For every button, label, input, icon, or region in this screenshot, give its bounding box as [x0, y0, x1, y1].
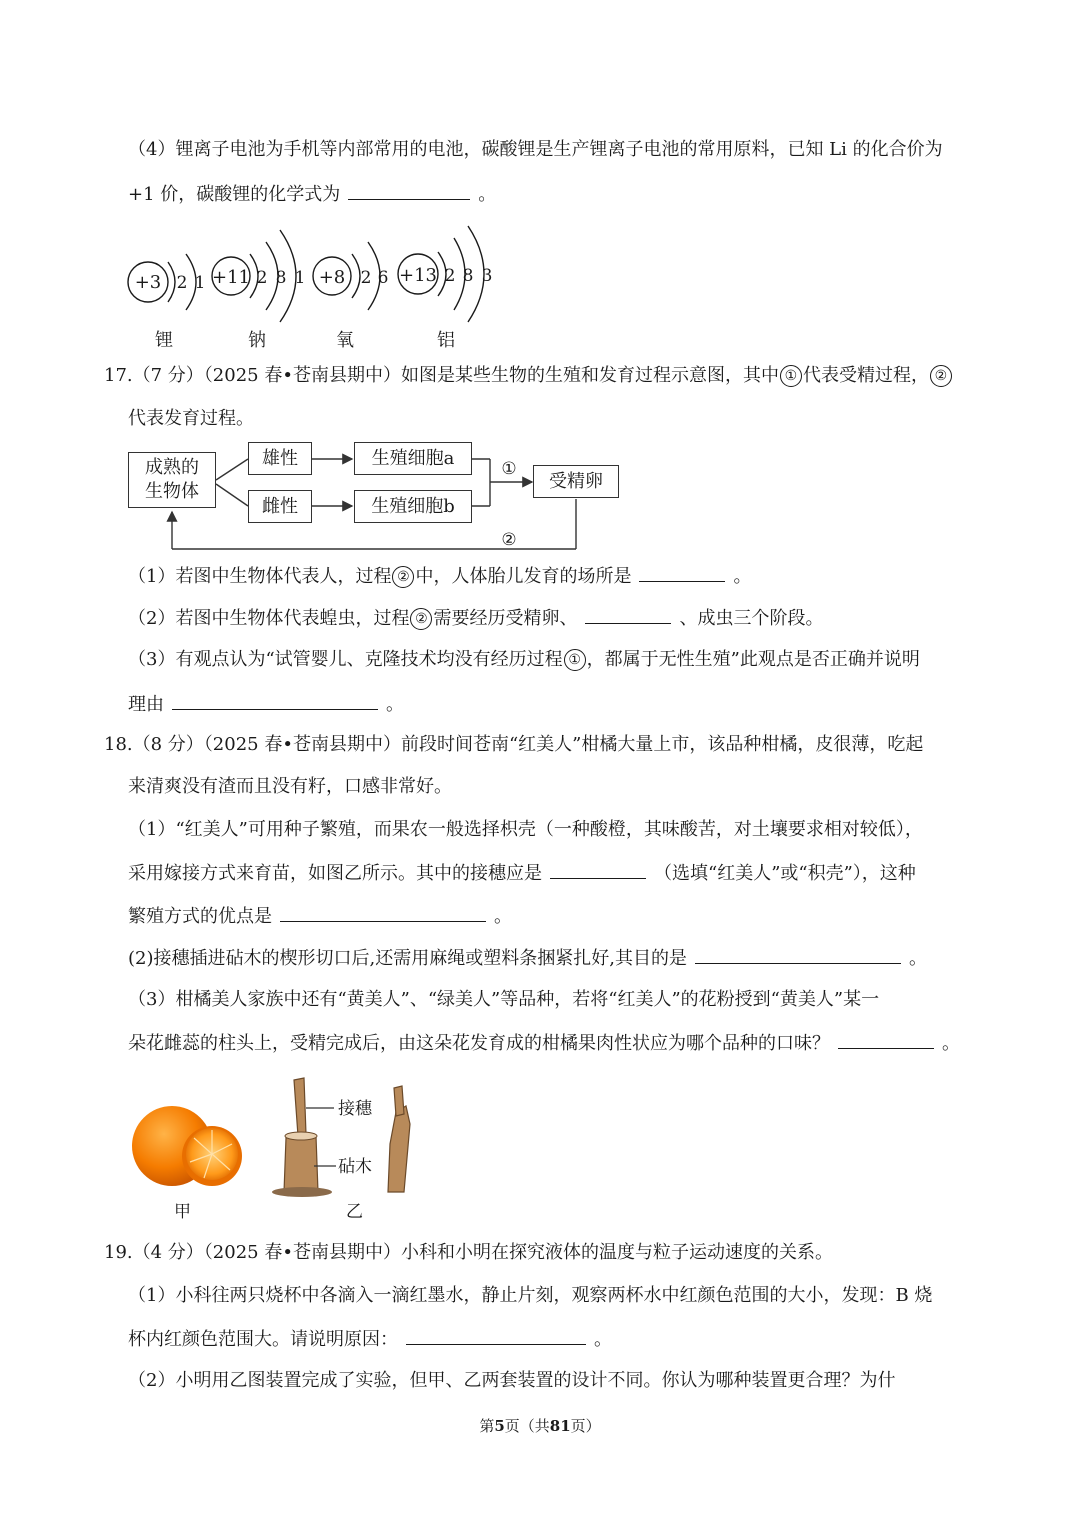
q18-heading-line2: 来清爽没有渣而且没有籽，口感非常好。	[128, 776, 452, 797]
circled-two: ②	[930, 365, 952, 387]
q17-sub3-reason-label: 理由	[128, 694, 164, 715]
shell-lithium-1: 2	[176, 273, 188, 293]
q17-sub3-end: 。	[386, 694, 404, 715]
q17-sub2-end: 、成虫三个阶段。	[679, 608, 824, 629]
shell-sodium-1: 2	[256, 268, 268, 288]
circled-one: ①	[780, 365, 802, 387]
q18-sub3-line1: （3）柑橘美人家族中还有“黄美人”、“绿美人”等品种，若将“红美人”的花粉授到“黄美人”某一	[128, 989, 880, 1010]
box-zygote: 受精卵	[533, 465, 619, 498]
q17-sub2	[128, 605, 823, 631]
q19-heading: 19.（4 分）（2025 春•苍南县期中）小科和小明在探究液体的温度与粒子运动速度的关系。	[104, 1242, 833, 1263]
q17-sub2-text: （2）若图中生物体代表蝗虫，过程	[128, 608, 410, 629]
answer-blank-q17-1[interactable]	[639, 563, 725, 582]
q17-sub3-line2	[128, 691, 404, 717]
circled-two: ②	[392, 566, 414, 588]
q16-part4-end: 。	[478, 184, 497, 205]
answer-blank-q18-3[interactable]	[838, 1030, 934, 1049]
q19-sub1-line1: （1）小科往两只烧杯中各滴入一滴红墨水，静止片刻，观察两杯水中红颜色范围的大小，发现：B 烧	[128, 1285, 933, 1306]
q18-sub3-line2	[128, 1030, 960, 1056]
answer-blank-q18-1b[interactable]	[280, 903, 486, 922]
circled-one: ①	[564, 649, 586, 671]
page-number: 5	[494, 1417, 505, 1435]
q17-sub1	[128, 563, 751, 589]
q17-heading-text: 17.（7 分）（2025 春•苍南县期中）如图是某些生物的生殖和发育过程示意图，其中	[104, 365, 779, 386]
box-male: 雄性	[248, 442, 312, 475]
nucleus-lithium: +3	[134, 272, 162, 293]
box-germ-cell-a: 生殖细胞a	[354, 442, 472, 475]
shell-sodium-3: 1	[294, 268, 306, 288]
q17-sub1-text2: 中，人体胎儿发育的场所是	[415, 566, 632, 587]
q18-sub1-end: 。	[494, 906, 512, 927]
q18-figure-orange	[126, 1100, 248, 1192]
shell-aluminium-2: 8	[462, 266, 474, 286]
atom-name-lithium: 锂	[155, 330, 173, 351]
shell-oxygen-2: 6	[377, 268, 389, 288]
box-germ-cell-b: 生殖细胞b	[354, 490, 472, 523]
q17-sub2-text2: 需要经历受精卵、	[433, 608, 578, 629]
q18-heading-line1: 18.（8 分）（2025 春•苍南县期中）前段时间苍南“红美人”柑橘大量上市，该品种柑橘，皮很薄，吃起	[104, 734, 924, 755]
q18-sub2-text: (2)接穗插进砧木的楔形切口后,还需用麻绳或塑料条捆紧扎好,其目的是	[128, 948, 687, 969]
q19-sub1-text: 杯内红颜色范围大。请说明原因：	[128, 1329, 398, 1350]
step-development-label: ②	[501, 530, 517, 550]
q18-sub1-line1: （1）“红美人”可用种子繁殖，而果农一般选择枳壳（一种酸橙，其味酸苦，对土壤要求相对较低），	[128, 819, 923, 840]
figure-label-jia: 甲	[174, 1202, 191, 1222]
q17-heading-line2: 代表发育过程。	[128, 408, 254, 429]
q16-part4-line2	[128, 181, 496, 207]
nucleus-aluminium: +13	[399, 265, 437, 286]
step-fertilization-label: ①	[501, 459, 517, 479]
shell-lithium-2: 1	[194, 273, 206, 293]
box-mature-organism: 成熟的生物体	[128, 452, 216, 508]
q19-sub2-line1: （2）小明用乙图装置完成了实验，但甲、乙两套装置的设计不同。你认为哪种装置更合理？为什	[128, 1370, 896, 1391]
q16-part4-text: +1 价，碳酸锂的化学式为	[128, 184, 341, 205]
answer-blank-q18-2[interactable]	[695, 945, 901, 964]
shell-aluminium-1: 2	[444, 266, 456, 286]
page-footer	[0, 1415, 1080, 1436]
atom-name-aluminium: 铝	[437, 330, 455, 351]
q18-sub1-line3	[128, 903, 512, 929]
q18-sub3-end: 。	[942, 1033, 960, 1054]
atom-structure-diagrams	[120, 218, 510, 330]
atom-name-sodium: 钠	[248, 330, 266, 351]
q17-sub3-text2: ，都属于无性生殖”此观点是否正确并说明	[586, 649, 920, 670]
answer-blank-q18-1a[interactable]	[550, 860, 646, 879]
total-pages: 81	[549, 1417, 571, 1435]
q19-sub1-line2	[128, 1326, 612, 1352]
q18-sub1-advantage-label: 繁殖方式的优点是	[128, 906, 272, 927]
nucleus-sodium: +11	[212, 267, 250, 288]
q16-part4-line1: （4）锂离子电池为手机等内部常用的电池，碳酸锂是生产锂离子电池的常用原料，已知 Li 的化合价为	[128, 139, 943, 160]
q18-sub1-text: 采用嫁接方式来育苗，如图乙所示。其中的接穗应是	[128, 863, 542, 884]
shell-aluminium-3: 3	[481, 266, 493, 286]
footer-prefix: 第	[479, 1417, 495, 1435]
q17-sub3-text: （3）有观点认为“试管婴儿、克隆技术均没有经历过程	[128, 649, 563, 670]
answer-blank-q17-3[interactable]	[172, 691, 378, 710]
q18-figure-grafting	[264, 1074, 424, 1202]
circled-two: ②	[410, 608, 432, 630]
answer-blank-formula[interactable]	[348, 181, 470, 200]
box-female: 雌性	[248, 490, 312, 523]
footer-middle: 页（共	[504, 1417, 550, 1435]
q18-sub2	[128, 945, 927, 971]
answer-blank-q19-1[interactable]	[406, 1326, 586, 1345]
q17-heading-line1	[104, 364, 953, 388]
answer-blank-q17-2[interactable]	[585, 605, 671, 624]
q17-sub3	[128, 648, 920, 672]
shell-oxygen-1: 2	[360, 268, 372, 288]
q18-sub1-line2	[128, 860, 916, 886]
q17-sub1-end: 。	[733, 566, 752, 587]
footer-suffix: 页）	[570, 1417, 601, 1435]
q18-sub1-text2: （选填“红美人”或“积壳”），这种	[654, 863, 916, 884]
label-scion: 接穗	[338, 1099, 372, 1119]
label-rootstock: 砧木	[338, 1157, 372, 1177]
atom-name-oxygen: 氧	[336, 330, 354, 351]
q19-sub1-end: 。	[594, 1329, 612, 1350]
shell-sodium-2: 8	[275, 268, 287, 288]
q17-sub1-text: （1）若图中生物体代表人，过程	[128, 566, 392, 587]
figure-label-yi: 乙	[346, 1202, 363, 1222]
nucleus-oxygen: +8	[318, 267, 346, 288]
q18-sub2-end: 。	[908, 948, 927, 969]
q18-sub3-text: 朵花雌蕊的柱头上，受精完成后，由这朵花发育成的柑橘果肉性状应为哪个品种的口味？	[128, 1033, 830, 1054]
q17-heading-text2: 代表受精过程，	[802, 365, 929, 386]
